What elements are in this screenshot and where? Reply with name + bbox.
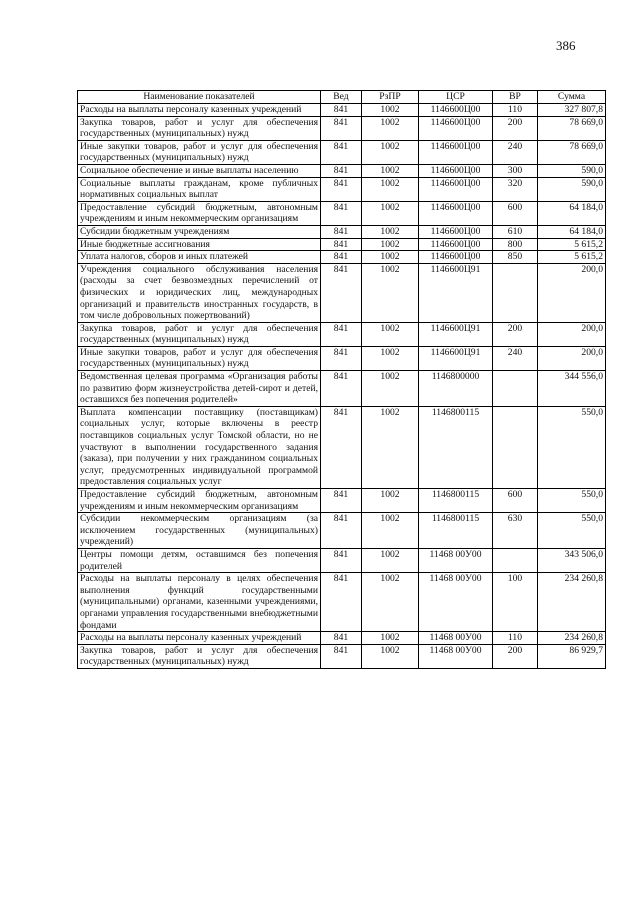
row-csr: 1146600Ц91 — [419, 263, 493, 322]
row-csr: 1146600Ц00 — [419, 251, 493, 264]
row-name: Закупка товаров, работ и услуг для обеспечения государственных (муниципальных) нужд — [78, 644, 321, 668]
row-csr: 11468 00У00 — [419, 573, 493, 632]
table-row — [78, 489, 606, 513]
row-sum: 200,0 — [538, 346, 606, 370]
table-row — [78, 406, 606, 488]
header-name: Наименование показателей — [78, 91, 321, 104]
row-rzpr: 1002 — [362, 371, 419, 407]
row-csr: 1146800115 — [419, 513, 493, 549]
row-csr: 11468 00У00 — [419, 644, 493, 668]
row-vr: 320 — [493, 177, 538, 201]
row-csr: 1146600Ц91 — [419, 346, 493, 370]
row-sum: 550,0 — [538, 489, 606, 513]
row-vr: 200 — [493, 322, 538, 346]
row-rzpr: 1002 — [362, 513, 419, 549]
table-header-row — [78, 91, 606, 104]
row-vr: 300 — [493, 164, 538, 177]
row-sum: 64 184,0 — [538, 225, 606, 238]
table-row — [78, 573, 606, 632]
row-sum: 590,0 — [538, 177, 606, 201]
row-name: Закупка товаров, работ и услуг для обеспечения государственных (муниципальных) нужд — [78, 116, 321, 140]
table-row — [78, 238, 606, 251]
row-vr: 610 — [493, 225, 538, 238]
row-vr: 240 — [493, 346, 538, 370]
row-name: Центры помощи детям, оставшимся без попечения родителей — [78, 548, 321, 572]
table-row — [78, 346, 606, 370]
row-sum: 327 807,8 — [538, 104, 606, 117]
row-name: Уплата налогов, сборов и иных платежей — [78, 251, 321, 264]
row-rzpr: 1002 — [362, 225, 419, 238]
row-name: Социальные выплаты гражданам, кроме публичных нормативных социальных выплат — [78, 177, 321, 201]
row-vr: 600 — [493, 489, 538, 513]
row-ved: 841 — [321, 238, 362, 251]
row-name: Учреждения социального обслуживания населения (расходы за счет безвозмездных перечислений от физических и юридических лиц, международных организаций и правительств иностранных государств, в том числе добровольных пожертвований) — [78, 263, 321, 322]
table-row — [78, 513, 606, 549]
row-ved: 841 — [321, 164, 362, 177]
page-number: 386 — [556, 38, 576, 53]
row-ved: 841 — [321, 104, 362, 117]
row-rzpr: 1002 — [362, 104, 419, 117]
row-sum: 550,0 — [538, 406, 606, 488]
table-row — [78, 201, 606, 225]
row-ved: 841 — [321, 116, 362, 140]
row-ved: 841 — [321, 263, 362, 322]
row-name: Расходы на выплаты персоналу казенных учреждений — [78, 632, 321, 645]
row-ved: 841 — [321, 489, 362, 513]
row-rzpr: 1002 — [362, 238, 419, 251]
row-name: Расходы на выплаты персоналу казенных учреждений — [78, 104, 321, 117]
row-vr: 110 — [493, 104, 538, 117]
row-vr — [493, 263, 538, 322]
header-vr: ВР — [493, 91, 538, 104]
table-row — [78, 322, 606, 346]
row-ved: 841 — [321, 177, 362, 201]
row-ved: 841 — [321, 322, 362, 346]
row-vr: 200 — [493, 116, 538, 140]
row-csr: 1146600Ц00 — [419, 201, 493, 225]
row-csr: 1146600Ц00 — [419, 225, 493, 238]
row-rzpr: 1002 — [362, 116, 419, 140]
row-csr: 1146600Ц91 — [419, 322, 493, 346]
budget-table — [77, 90, 606, 669]
row-vr — [493, 406, 538, 488]
row-sum: 234 260,8 — [538, 573, 606, 632]
table-row — [78, 164, 606, 177]
row-rzpr: 1002 — [362, 489, 419, 513]
row-sum: 5 615,2 — [538, 238, 606, 251]
row-ved: 841 — [321, 548, 362, 572]
table-row — [78, 140, 606, 164]
row-csr: 1146600Ц00 — [419, 140, 493, 164]
row-vr: 240 — [493, 140, 538, 164]
row-ved: 841 — [321, 406, 362, 488]
row-vr: 110 — [493, 632, 538, 645]
row-rzpr: 1002 — [362, 164, 419, 177]
row-name: Закупка товаров, работ и услуг для обеспечения государственных (муниципальных) нужд — [78, 322, 321, 346]
row-ved: 841 — [321, 251, 362, 264]
table-row — [78, 177, 606, 201]
row-ved: 841 — [321, 225, 362, 238]
table-row — [78, 263, 606, 322]
table-row — [78, 104, 606, 117]
row-sum: 78 669,0 — [538, 140, 606, 164]
row-ved: 841 — [321, 573, 362, 632]
row-rzpr: 1002 — [362, 201, 419, 225]
row-vr: 600 — [493, 201, 538, 225]
header-csr: ЦСР — [419, 91, 493, 104]
row-csr: 1146800000 — [419, 371, 493, 407]
row-name: Иные бюджетные ассигнования — [78, 238, 321, 251]
row-rzpr: 1002 — [362, 177, 419, 201]
row-csr: 11468 00У00 — [419, 548, 493, 572]
header-ved: Вед — [321, 91, 362, 104]
row-sum: 550,0 — [538, 513, 606, 549]
row-rzpr: 1002 — [362, 322, 419, 346]
row-vr: 100 — [493, 573, 538, 632]
row-rzpr: 1002 — [362, 644, 419, 668]
row-ved: 841 — [321, 201, 362, 225]
row-rzpr: 1002 — [362, 548, 419, 572]
table-row — [78, 548, 606, 572]
row-vr: 200 — [493, 644, 538, 668]
row-rzpr: 1002 — [362, 406, 419, 488]
row-sum: 78 669,0 — [538, 116, 606, 140]
row-csr: 1146800115 — [419, 489, 493, 513]
row-name: Иные закупки товаров, работ и услуг для обеспечения государственных (муниципальных) нужд — [78, 346, 321, 370]
table-row — [78, 371, 606, 407]
row-name: Расходы на выплаты персоналу в целях обеспечения выполнения функций государственными (муниципальными) органами, казенными учреждениями, органами управления государственными внебюджетными фондами — [78, 573, 321, 632]
row-csr: 1146600Ц00 — [419, 116, 493, 140]
table-row — [78, 251, 606, 264]
row-sum: 200,0 — [538, 263, 606, 322]
row-csr: 1146600Ц00 — [419, 177, 493, 201]
row-ved: 841 — [321, 371, 362, 407]
row-sum: 64 184,0 — [538, 201, 606, 225]
row-ved: 841 — [321, 644, 362, 668]
header-rzpr: РзПР — [362, 91, 419, 104]
row-rzpr: 1002 — [362, 263, 419, 322]
table-row — [78, 632, 606, 645]
row-ved: 841 — [321, 632, 362, 645]
header-sum: Сумма — [538, 91, 606, 104]
table-row — [78, 225, 606, 238]
row-rzpr: 1002 — [362, 140, 419, 164]
row-sum: 343 506,0 — [538, 548, 606, 572]
row-sum: 86 929,7 — [538, 644, 606, 668]
row-name: Предоставление субсидий бюджетным, автономным учреждениям и иным некоммерческим организациям — [78, 489, 321, 513]
row-sum: 200,0 — [538, 322, 606, 346]
table-row — [78, 116, 606, 140]
row-sum: 234 260,8 — [538, 632, 606, 645]
row-name: Предоставление субсидий бюджетным, автономным учреждениям и иным некоммерческим организациям — [78, 201, 321, 225]
row-csr: 1146800115 — [419, 406, 493, 488]
row-ved: 841 — [321, 513, 362, 549]
row-vr — [493, 371, 538, 407]
row-name: Выплата компенсации поставщику (поставщикам) социальных услуг, которые включены в реестр поставщиков социальных услуг Томской области, но не участвуют в выполнении государственного задания (заказа), при получении у них гражданином социальных услуг, предусмотренных индивидуальной программой предоставления социальных услуг — [78, 406, 321, 488]
row-sum: 5 615,2 — [538, 251, 606, 264]
table-body — [78, 104, 606, 669]
row-vr: 630 — [493, 513, 538, 549]
row-rzpr: 1002 — [362, 251, 419, 264]
row-sum: 344 556,0 — [538, 371, 606, 407]
row-vr: 800 — [493, 238, 538, 251]
row-rzpr: 1002 — [362, 573, 419, 632]
row-name: Субсидии некоммерческим организациям (за исключением государственных (муниципальных) учреждений) — [78, 513, 321, 549]
row-name: Иные закупки товаров, работ и услуг для обеспечения государственных (муниципальных) нужд — [78, 140, 321, 164]
row-rzpr: 1002 — [362, 346, 419, 370]
row-csr: 11468 00У00 — [419, 632, 493, 645]
row-ved: 841 — [321, 140, 362, 164]
row-rzpr: 1002 — [362, 632, 419, 645]
row-vr — [493, 548, 538, 572]
row-vr: 850 — [493, 251, 538, 264]
row-ved: 841 — [321, 346, 362, 370]
row-csr: 1146600Ц00 — [419, 164, 493, 177]
row-csr: 1146600Ц00 — [419, 104, 493, 117]
row-name: Ведомственная целевая программа «Организация работы по развитию форм жизнеустройства детей-сирот и детей, оставшихся без попечения родителей» — [78, 371, 321, 407]
row-name: Субсидии бюджетным учреждениям — [78, 225, 321, 238]
row-sum: 590,0 — [538, 164, 606, 177]
table-row — [78, 644, 606, 668]
row-csr: 1146600Ц00 — [419, 238, 493, 251]
row-name: Социальное обеспечение и иные выплаты населению — [78, 164, 321, 177]
